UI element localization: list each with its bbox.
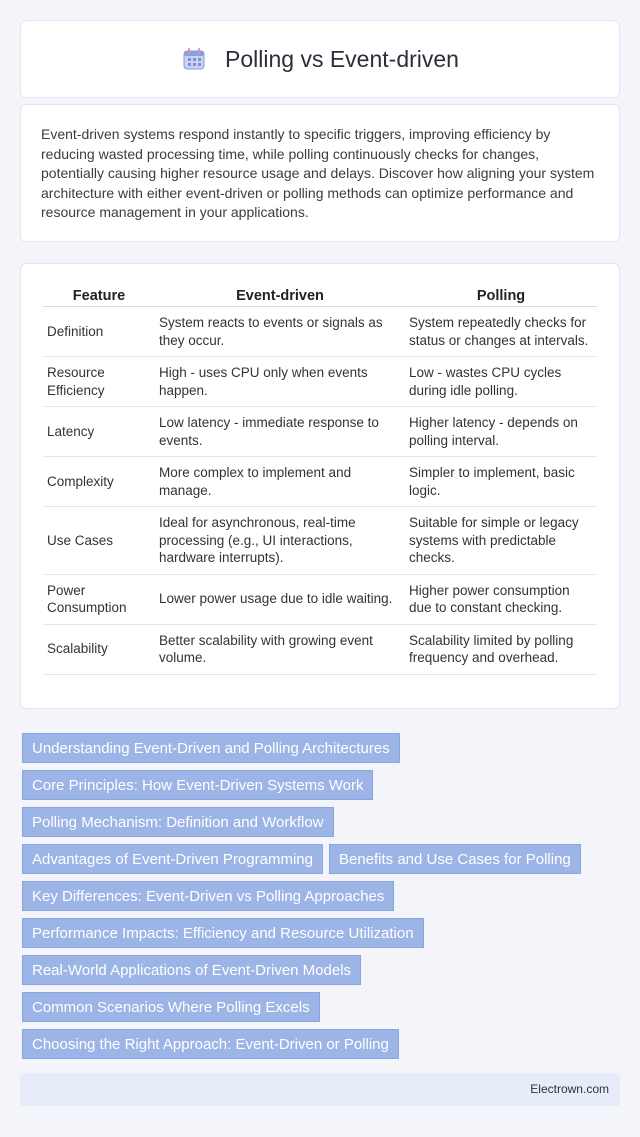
- comparison-table: [43, 284, 597, 675]
- event-driven-cell: Better scalability with growing event volume.: [155, 624, 405, 674]
- polling-cell: Scalability limited by polling frequency and overhead.: [405, 624, 597, 674]
- header-feature: Feature: [43, 284, 155, 307]
- topic-row: [22, 955, 618, 985]
- polling-cell: Suitable for simple or legacy systems with predictable checks.: [405, 507, 597, 575]
- table-row: [43, 307, 597, 357]
- topic-link[interactable]: Choosing the Right Approach: Event-Driven or Polling: [22, 1029, 399, 1059]
- header-event-driven: Event-driven: [155, 284, 405, 307]
- table-row: [43, 357, 597, 407]
- topic-link[interactable]: Common Scenarios Where Polling Excels: [22, 992, 320, 1022]
- event-driven-cell: Lower power usage due to idle waiting.: [155, 574, 405, 624]
- table-row: [43, 507, 597, 575]
- event-driven-cell: High - uses CPU only when events happen.: [155, 357, 405, 407]
- topic-row: [22, 1029, 618, 1059]
- table-header-row: [43, 284, 597, 307]
- intro-card: [20, 104, 620, 242]
- topic-link[interactable]: Understanding Event-Driven and Polling Architectures: [22, 733, 400, 763]
- feature-cell: Latency: [43, 407, 155, 457]
- page-title: Polling vs Event-driven: [225, 45, 459, 72]
- topic-row: [22, 918, 618, 948]
- topic-link[interactable]: Real-World Applications of Event-Driven Models: [22, 955, 361, 985]
- header-polling: Polling: [405, 284, 597, 307]
- table-row: [43, 407, 597, 457]
- event-driven-cell: More complex to implement and manage.: [155, 457, 405, 507]
- footer-brand: Electrown.com: [530, 1082, 609, 1096]
- intro-text: Event-driven systems respond instantly to specific triggers, improving efficiency by reducing wasted processing time, while polling continuously checks for changes, potentially causing higher resource usage and delays. Discover how aligning your system architecture with either event-driven or polling methods can optimize performance and resource management in your applications.: [41, 126, 595, 221]
- event-driven-cell: Ideal for asynchronous, real-time processing (e.g., UI interactions, hardware interrupts).: [155, 507, 405, 575]
- table-row: [43, 624, 597, 674]
- topic-row: [22, 807, 618, 837]
- polling-cell: Higher latency - depends on polling interval.: [405, 407, 597, 457]
- polling-cell: Low - wastes CPU cycles during idle polling.: [405, 357, 597, 407]
- feature-cell: Scalability: [43, 624, 155, 674]
- comparison-card: [20, 263, 620, 709]
- topic-row: [22, 992, 618, 1022]
- polling-cell: Simpler to implement, basic logic.: [405, 457, 597, 507]
- footer: [20, 1073, 620, 1106]
- topic-row: [22, 881, 618, 911]
- topic-row: [22, 844, 618, 874]
- topic-link[interactable]: Core Principles: How Event-Driven Systems Work: [22, 770, 373, 800]
- topic-link[interactable]: Polling Mechanism: Definition and Workflow: [22, 807, 334, 837]
- feature-cell: Definition: [43, 307, 155, 357]
- table-row: [43, 574, 597, 624]
- topic-link[interactable]: Key Differences: Event-Driven vs Polling Approaches: [22, 881, 394, 911]
- feature-cell: Use Cases: [43, 507, 155, 575]
- polling-cell: Higher power consumption due to constant checking.: [405, 574, 597, 624]
- event-driven-cell: Low latency - immediate response to events.: [155, 407, 405, 457]
- topic-row: [22, 733, 618, 763]
- table-row: [43, 457, 597, 507]
- feature-cell: Power Consumption: [43, 574, 155, 624]
- topic-link[interactable]: Advantages of Event-Driven Programming: [22, 844, 323, 874]
- feature-cell: Complexity: [43, 457, 155, 507]
- feature-cell: Resource Efficiency: [43, 357, 155, 407]
- event-driven-cell: System reacts to events or signals as they occur.: [155, 307, 405, 357]
- polling-cell: System repeatedly checks for status or changes at intervals.: [405, 307, 597, 357]
- topic-row: [22, 770, 618, 800]
- topic-links: [22, 733, 618, 1066]
- topic-link[interactable]: Performance Impacts: Efficiency and Resource Utilization: [22, 918, 424, 948]
- calendar-icon: [181, 46, 207, 72]
- title-card: [20, 20, 620, 98]
- topic-link[interactable]: Benefits and Use Cases for Polling: [329, 844, 581, 874]
